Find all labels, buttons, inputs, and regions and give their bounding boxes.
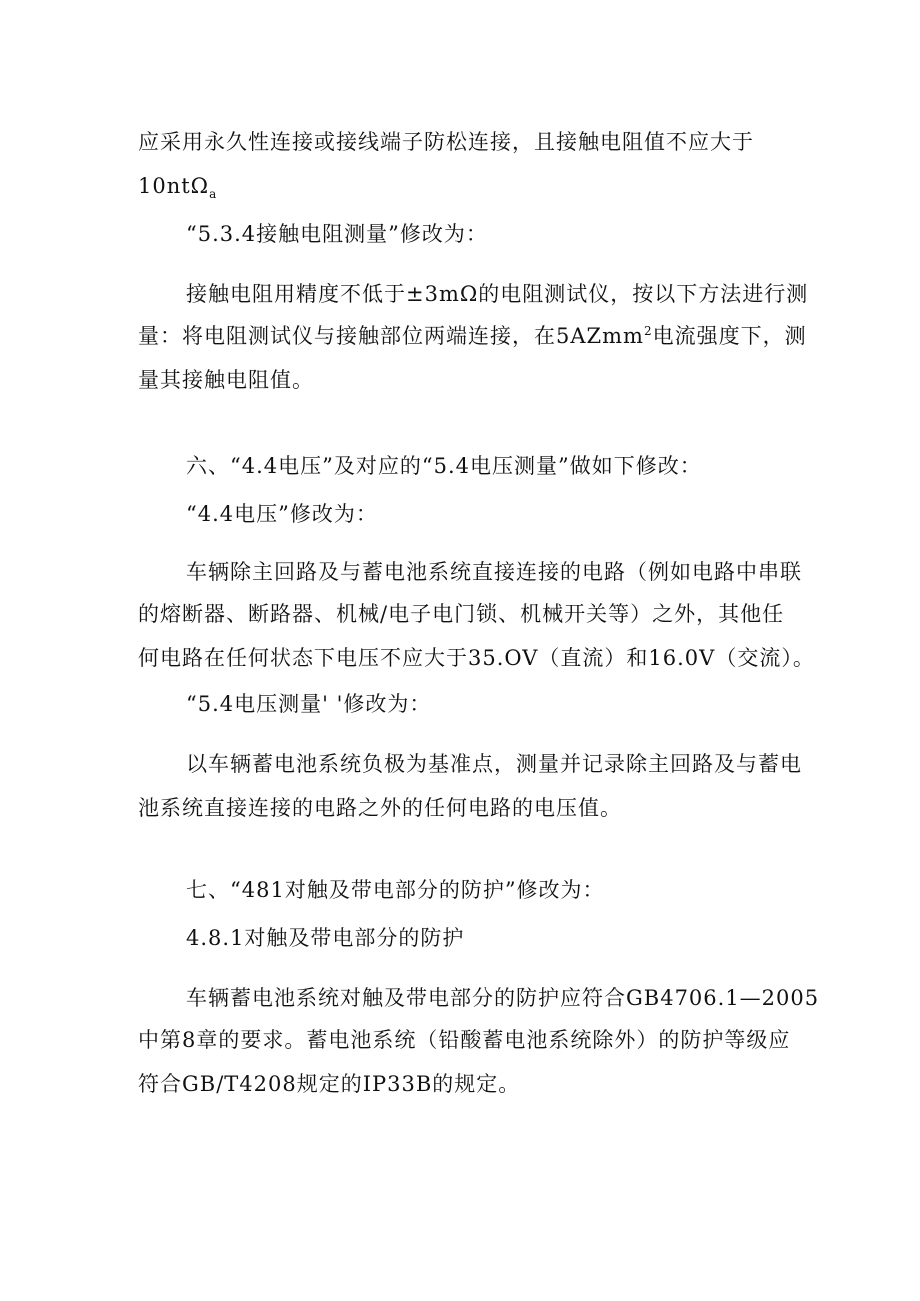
section-heading-7: 七、“481对触及带电部分的防护”修改为： xyxy=(186,878,605,902)
heading-5-3-4: “5.3.4接触电阻测量”修改为： xyxy=(186,222,488,246)
text-line: 应采用永久性连接或接线端子防松连接，且接触电阻值不应大于 xyxy=(138,130,754,154)
subscript: a xyxy=(209,187,218,202)
resistance-value: 10ntΩ xyxy=(138,174,210,198)
text-span: 量：将电阻测试仪与接触部位两端连接，在5AZmm xyxy=(138,324,644,348)
text-line: 以车辆蓄电池系统负极为基准点，测量并记录除主回路及与蓄电 xyxy=(186,752,802,776)
text-line: 符合GB/T4208规定的IP33B的规定。 xyxy=(138,1072,521,1096)
text-line: 的熔断器、断路器、机械/电子电门锁、机械开关等）之外，其他任 xyxy=(138,602,785,626)
text-line xyxy=(138,322,807,350)
text-line: 池系统直接连接的电路之外的任何电路的电压值。 xyxy=(138,796,622,820)
text-line: 量其接触电阻值。 xyxy=(138,368,314,392)
text-line: 车辆除主回路及与蓄电池系统直接连接的电路（例如电路中串联 xyxy=(186,560,802,584)
text-line: 车辆蓄电池系统对触及带电部分的防护应符合GB4706.1—2005 xyxy=(186,986,820,1010)
heading-5-4: “5.4电压测量' '修改为： xyxy=(186,692,432,716)
text-line: 何电路在任何状态下电压不应大于35.OV（直流）和16.0V（交流）。 xyxy=(138,646,815,670)
text-line: 接触电阻用精度不低于±3mΩ的电阻测试仪，按以下方法进行测 xyxy=(186,282,809,306)
text-span: 电流强度下，测 xyxy=(652,324,807,348)
heading-4-8-1: 4.8.1对触及带电部分的防护 xyxy=(186,926,465,950)
text-line xyxy=(138,172,217,200)
text-line: 中第8章的要求。蓄电池系统（铅酸蓄电池系统除外）的防护等级应 xyxy=(138,1028,791,1052)
heading-4-4: “4.4电压”修改为： xyxy=(186,502,378,526)
section-heading-6: 六、“4.4电压”及对应的“5.4电压测量”做如下修改： xyxy=(186,454,702,478)
superscript: 2 xyxy=(643,324,653,338)
